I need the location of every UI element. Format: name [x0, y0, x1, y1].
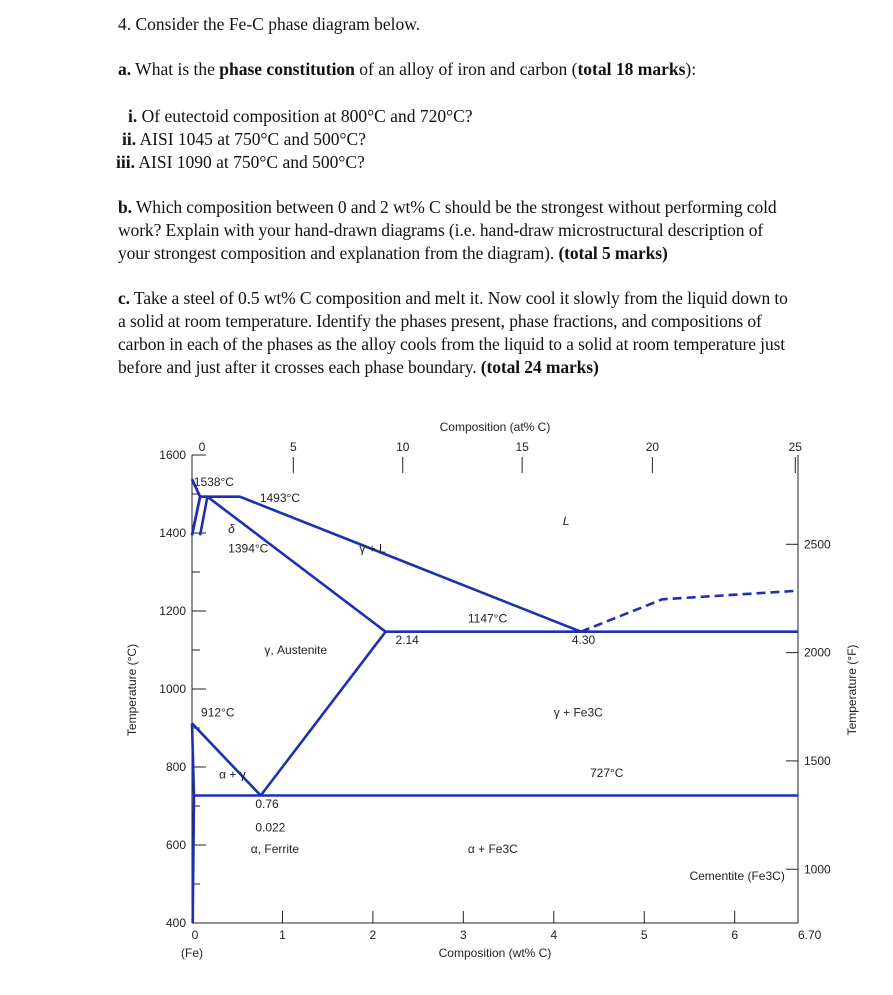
right-axis-title: Temperature (°F) — [845, 644, 859, 736]
annotation-label: Cementite (Fe3C) — [689, 869, 785, 884]
part-a-text-2: of an alloy of iron and carbon ( — [354, 59, 578, 79]
annotation-label: 1538°C — [193, 475, 234, 490]
x-tick-label: 1 — [279, 928, 286, 942]
top-tick-label: 10 — [396, 440, 410, 454]
fe-c-phase-diagram — [0, 400, 893, 990]
part-c-prefix: c. — [118, 288, 130, 308]
right-tick-label: 2000 — [804, 645, 831, 660]
annotation-label: γ, Austenite — [264, 642, 328, 657]
y-tick-label: 1200 — [159, 604, 186, 618]
annotation-label: 0.022 — [255, 820, 286, 835]
annotation-label: δ — [228, 522, 235, 536]
part-a-bold-1: phase constitution — [219, 59, 355, 79]
top-axis-title: Composition (at% C) — [439, 420, 551, 434]
annotation-label: γ + Fe3C — [553, 705, 603, 720]
part-a-marks: total 18 marks — [577, 59, 686, 79]
part-a-heading — [118, 58, 696, 80]
part-b-line-3 — [118, 242, 668, 264]
part-b-text-2: work? Explain with your hand-drawn diagrams (i.e. hand-draw microstructural description of — [118, 220, 764, 240]
right-tick-label: 2500 — [804, 537, 831, 552]
annotation-label: 2.14 — [395, 633, 419, 648]
annotation-label: γ + L — [359, 541, 386, 556]
part-b-text-1: Which composition between 0 and 2 wt% C should be the strongest without performing cold — [131, 197, 777, 217]
y-tick-label: 1400 — [159, 526, 186, 540]
annotation-label: α + Fe3C — [467, 841, 518, 856]
annotation-label: α, Ferrite — [250, 841, 300, 856]
part-a-ii-num: ii. — [122, 129, 137, 149]
y-tick-label: 800 — [165, 760, 186, 774]
boundary-a3 — [192, 723, 261, 795]
right-tick-label: 1000 — [804, 862, 831, 877]
part-c-text-1: Take a steel of 0.5 wt% C composition and melt it. Now cool it slowly from the liquid down to — [129, 288, 788, 308]
x-tick-label: 6.70 — [798, 928, 822, 942]
annotation-label: 1147°C — [467, 611, 508, 626]
region-annotations — [194, 475, 785, 883]
annotation-label: L — [562, 514, 570, 529]
x-tick-label: 2 — [369, 928, 377, 942]
part-b-line-1 — [118, 196, 777, 218]
part-a-iii-text: AISI 1090 at 750°C and 500°C? — [134, 152, 365, 172]
y-axis-title: Temperature (°C) — [125, 643, 139, 737]
x-tick-label: 4 — [550, 928, 558, 942]
part-c-line-4 — [118, 356, 599, 378]
y-tick-label: 600 — [165, 838, 186, 852]
part-a-i-text: Of eutectoid composition at 800°C and 720°C? — [137, 106, 473, 126]
x-tick-label: 6 — [731, 928, 739, 942]
part-c-line-1 — [118, 287, 788, 309]
part-a-iii — [116, 151, 365, 173]
x-sublabel-fe: (Fe) — [181, 946, 203, 960]
part-a-prefix: a. — [118, 59, 132, 79]
annotation-label: 0.76 — [255, 796, 279, 811]
annotation-label: 1394°C — [228, 541, 269, 556]
x-tick-label: 3 — [459, 928, 467, 942]
y-tick-label: 1600 — [159, 448, 186, 462]
annotation-label: 4.30 — [571, 633, 596, 648]
top-tick-label: 20 — [645, 440, 660, 454]
question-title — [118, 13, 420, 35]
x-tick-label: 5 — [640, 928, 648, 942]
part-c-text-2: a solid at room temperature. Identify the phases present, phase fractions, and compositions of — [118, 311, 762, 331]
part-a-ii-text: AISI 1045 at 750°C and 500°C? — [136, 129, 366, 149]
boundary-alpha-low — [193, 796, 194, 924]
part-a-i — [128, 105, 473, 127]
top-tick-label: 15 — [515, 440, 529, 454]
part-a-text-1: What is the — [131, 59, 220, 79]
annotation-label: 727°C — [589, 765, 624, 780]
part-a-text-3: ): — [685, 59, 697, 79]
part-b-line-2 — [118, 219, 763, 241]
annotation-label: 912°C — [201, 705, 235, 720]
boundary-delta-gamma — [192, 497, 200, 536]
annotation-label: α + γ — [219, 767, 246, 782]
top-tick-label: 5 — [289, 440, 297, 454]
part-a-ii — [122, 128, 366, 150]
part-c-line-2 — [118, 310, 762, 332]
y-tick-label: 1000 — [159, 682, 186, 696]
part-c-text-3: carbon in each of the phases as the alloy cools from the liquid to a solid at room temperature just — [118, 334, 786, 354]
top-tick-label: 0 — [198, 440, 206, 454]
part-c-line-3 — [118, 333, 785, 355]
part-a-iii-num: iii. — [116, 152, 135, 172]
part-c-text-4: before and just after it crosses each phase boundary. — [118, 357, 481, 377]
phase-boundaries — [192, 479, 798, 923]
boundary-delta-gamma-2 — [200, 497, 207, 536]
part-b-text-3: your strongest composition and explanation from the diagram). — [118, 243, 559, 263]
part-c-marks: (total 24 marks) — [480, 357, 599, 377]
top-tick-label: 25 — [788, 440, 802, 454]
annotation-label: 1493°C — [259, 490, 301, 505]
part-b-marks: (total 5 marks) — [558, 243, 668, 263]
right-tick-label: 1500 — [804, 753, 831, 768]
boundary-liquidus-right — [581, 591, 798, 632]
x-tick-label: 0 — [191, 928, 199, 942]
y-tick-label: 400 — [165, 916, 186, 930]
part-a-i-num: i. — [128, 106, 138, 126]
question-title-text: 4. Consider the Fe-C phase diagram below. — [118, 14, 421, 34]
x-axis-title: Composition (wt% C) — [438, 946, 552, 960]
part-b-prefix: b. — [118, 197, 132, 217]
